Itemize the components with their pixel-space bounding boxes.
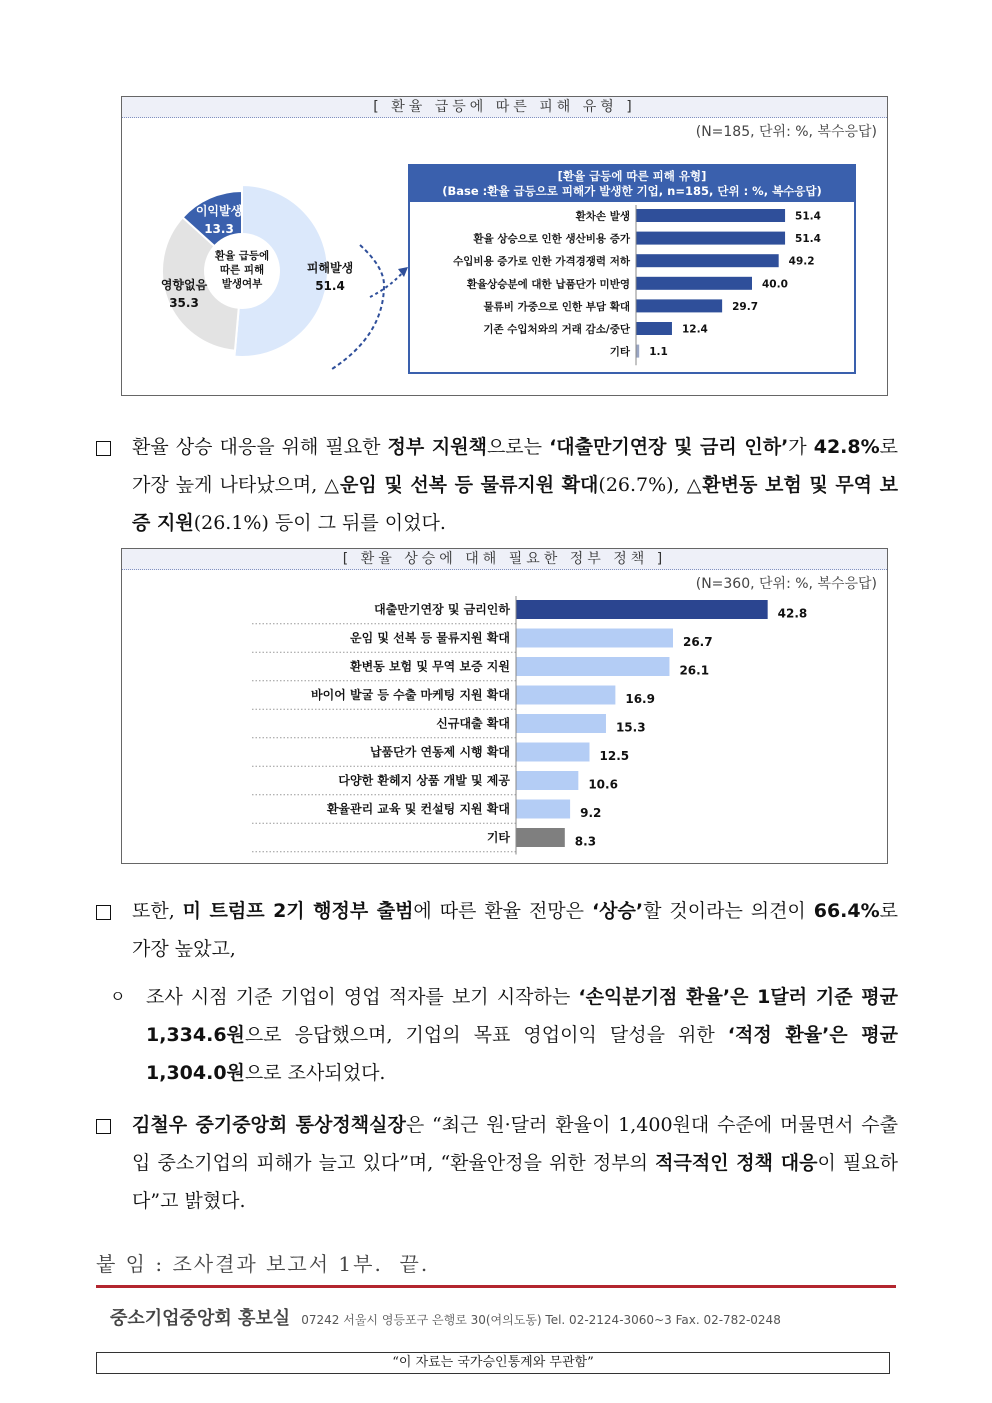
emphasis: 미 트럼프 2기 행정부 출범: [182, 900, 414, 922]
text: 할 것이라는 의견이: [643, 900, 814, 922]
bar: [516, 657, 669, 676]
text: 또한,: [132, 900, 183, 922]
category-label: 환율관리 교육 및 컨설팅 지원 확대: [326, 802, 510, 816]
bar: [516, 686, 615, 705]
damage-bar-chart: [410, 202, 850, 367]
center-label-line: 발생여부: [221, 278, 263, 290]
bar: [516, 743, 590, 762]
category-label: 대출만기연장 및 금리인하: [374, 602, 510, 617]
category-label: 물류비 가중으로 인한 부담 확대: [483, 300, 630, 313]
text: 이 필요하다”고 밝혔다.: [132, 1152, 899, 1212]
segment-label-damage: 피해발생: [306, 261, 354, 275]
value-label: 9.2: [580, 806, 602, 820]
footer-org: 중소기업중앙회 홍보실: [110, 1308, 291, 1329]
emphasis: 김철우 중기중앙회 통상정책실장: [132, 1114, 406, 1136]
category-label: 다양한 환헤지 상품 개발 및 제공: [338, 773, 510, 788]
text: (26.7%),: [598, 474, 687, 496]
unit-note: (N=360, 단위: %, 복수응답): [695, 576, 877, 592]
damage-chart-title: [환율 급등에 따른 피해 유형]: [557, 169, 707, 183]
category-label: 환차손 발생: [575, 210, 630, 223]
emphasis: 적극적인 정책 대응: [655, 1152, 818, 1174]
category-label: 기타: [609, 346, 630, 359]
figure-gov-policy: [121, 548, 888, 864]
figure-title: [ 환율 상승에 대해 필요한 정부 정책 ]: [122, 549, 887, 570]
checkbox-bullet-icon: [96, 892, 136, 930]
category-label: 기존 수입처와의 거래 감소/중단: [483, 323, 630, 336]
bar: [516, 600, 768, 619]
emphasis: ‘적정 환율’은 평균 1,304.0원: [146, 1024, 898, 1084]
bar: [516, 714, 606, 733]
segment-value-no-effect: 35.3: [169, 296, 199, 310]
emphasis: ‘상승’: [591, 900, 644, 922]
value-label: 42.8: [777, 606, 808, 621]
damage-chart-panel: [408, 164, 856, 374]
category-label: 환율상승분에 대한 납품단가 미반영: [466, 278, 630, 291]
emphasis: △환변동 보험 및 무역 보증 지원: [132, 474, 899, 534]
category-label: 신규대출 확대: [436, 716, 510, 731]
attachment-note: 붙 임 : 조사결과 보고서 1부. 끝.: [96, 1252, 430, 1276]
paragraph-outlook: [96, 892, 898, 968]
emphasis: △운임 및 선복 등 물류지원 확대: [324, 474, 599, 496]
segment-label-no-effect: 영향없음: [160, 278, 208, 292]
figure-title: [ 환율 급등에 따른 피해 유형 ]: [122, 97, 887, 118]
paragraph-quote: [96, 1106, 898, 1220]
damage-chart-header: [410, 166, 854, 202]
category-label: 환율 상승으로 인한 생산비용 증가: [473, 233, 630, 246]
value-label: 29.7: [732, 300, 759, 313]
value-label: 16.9: [625, 692, 655, 706]
policy-bar-chart: [122, 593, 887, 859]
text: 으로 응답했으며, 기업의 목표 영업이익 달성을 위한: [244, 1024, 728, 1046]
bar: [516, 828, 565, 847]
disclaimer-box: [96, 1352, 890, 1374]
value-label: 10.6: [588, 777, 618, 792]
value-label: 15.3: [615, 720, 646, 735]
text: 조사 시점 기준 기업이 영업 적자를 보기 시작하는: [146, 986, 579, 1008]
bar: [516, 629, 673, 648]
donut-chart: [122, 137, 412, 387]
category-label: 환변동 보험 및 무역 보증 지원: [350, 659, 510, 674]
text: 에 따른 환율 전망은: [413, 900, 592, 922]
value-label: 8.3: [574, 834, 597, 849]
value-label: 40.0: [762, 278, 788, 291]
checkbox-bullet-icon: [96, 1106, 136, 1144]
text: 로 가장 높게 나타났으며,: [132, 436, 898, 496]
value-label: 1.1: [649, 346, 668, 359]
bar: [636, 254, 779, 267]
paragraph-breakeven: [110, 978, 898, 1092]
unit-note: (N=185, 단위: %, 복수응답): [695, 124, 877, 140]
paragraph-gov-support: [96, 428, 898, 542]
footer-rule: [96, 1285, 896, 1288]
footer-address: 07242 서울시 영등포구 은행로 30(여의도동) Tel. 02-2124-3060~3 Fax. 02-782-0248: [301, 1313, 781, 1327]
category-label: 기타: [486, 830, 510, 845]
center-label-line: 따른 피해: [219, 264, 265, 276]
disclaimer-text: “이 자료는 국가승인통계와 무관함”: [392, 1355, 594, 1370]
bar: [636, 299, 722, 312]
emphasis: ‘대출만기연장 및 금리 인하’: [549, 436, 789, 458]
bar: [636, 322, 672, 335]
donut-center-label: [214, 249, 269, 290]
category-label: 납품단가 연동제 시행 확대: [369, 745, 510, 759]
text: 은 “최근 원·달러 환율이 1,400원대 수준에 머물면서 수출입 중소기업의 피해가 늘고 있다”며, “환율안정을 위한 정부의: [132, 1114, 898, 1174]
center-label-line: 환율 급등에: [214, 250, 270, 262]
category-label: 수입비용 증가로 인한 가격경쟁력 저하: [453, 255, 630, 268]
bar: [636, 232, 785, 245]
emphasis: 42.8%: [813, 436, 880, 458]
checkbox-bullet-icon: [96, 428, 136, 466]
bar: [636, 277, 752, 290]
text: 로 가장 높았고,: [132, 900, 898, 960]
value-label: 51.4: [795, 233, 821, 246]
segment-value-damage: 51.4: [315, 279, 345, 293]
value-label: 12.4: [681, 323, 708, 336]
segment-label-profit: 이익발생: [195, 204, 243, 218]
value-label: 12.5: [599, 749, 630, 763]
value-label: 26.1: [679, 663, 710, 678]
circle-bullet: ㅇ: [110, 987, 126, 1006]
bar: [636, 209, 785, 222]
value-label: 26.7: [682, 635, 713, 649]
text: 가: [788, 436, 814, 458]
footer: [110, 1304, 890, 1330]
damage-chart-subtitle: (Base :환율 급등으로 피해가 발생한 기업, n=185, 단위 : %, 복수응답): [442, 184, 822, 198]
category-label: 바이어 발굴 등 수출 마케팅 지원 확대: [311, 688, 510, 702]
value-label: 49.2: [788, 255, 815, 268]
figure-damage-types: [121, 96, 888, 396]
value-label: 51.4: [795, 210, 821, 223]
segment-value-profit: 13.3: [204, 222, 234, 236]
bar: [516, 771, 578, 790]
emphasis: 66.4%: [813, 900, 880, 922]
text: 환율 상승 대응을 위해 필요한: [132, 436, 388, 458]
text: 으로는: [486, 436, 550, 458]
text: 으로 조사되었다.: [244, 1062, 386, 1084]
emphasis: ‘손익분기점 환율’은 1달러 기준 평균 1,334.6원: [146, 986, 898, 1046]
bar: [516, 800, 570, 819]
connector-arrow-2: [370, 271, 404, 297]
text: (26.1%) 등이 그 뒤를 이었다.: [193, 512, 446, 534]
emphasis: 정부 지원책: [387, 436, 487, 458]
category-label: 운임 및 선복 등 물류지원 확대: [350, 631, 510, 645]
